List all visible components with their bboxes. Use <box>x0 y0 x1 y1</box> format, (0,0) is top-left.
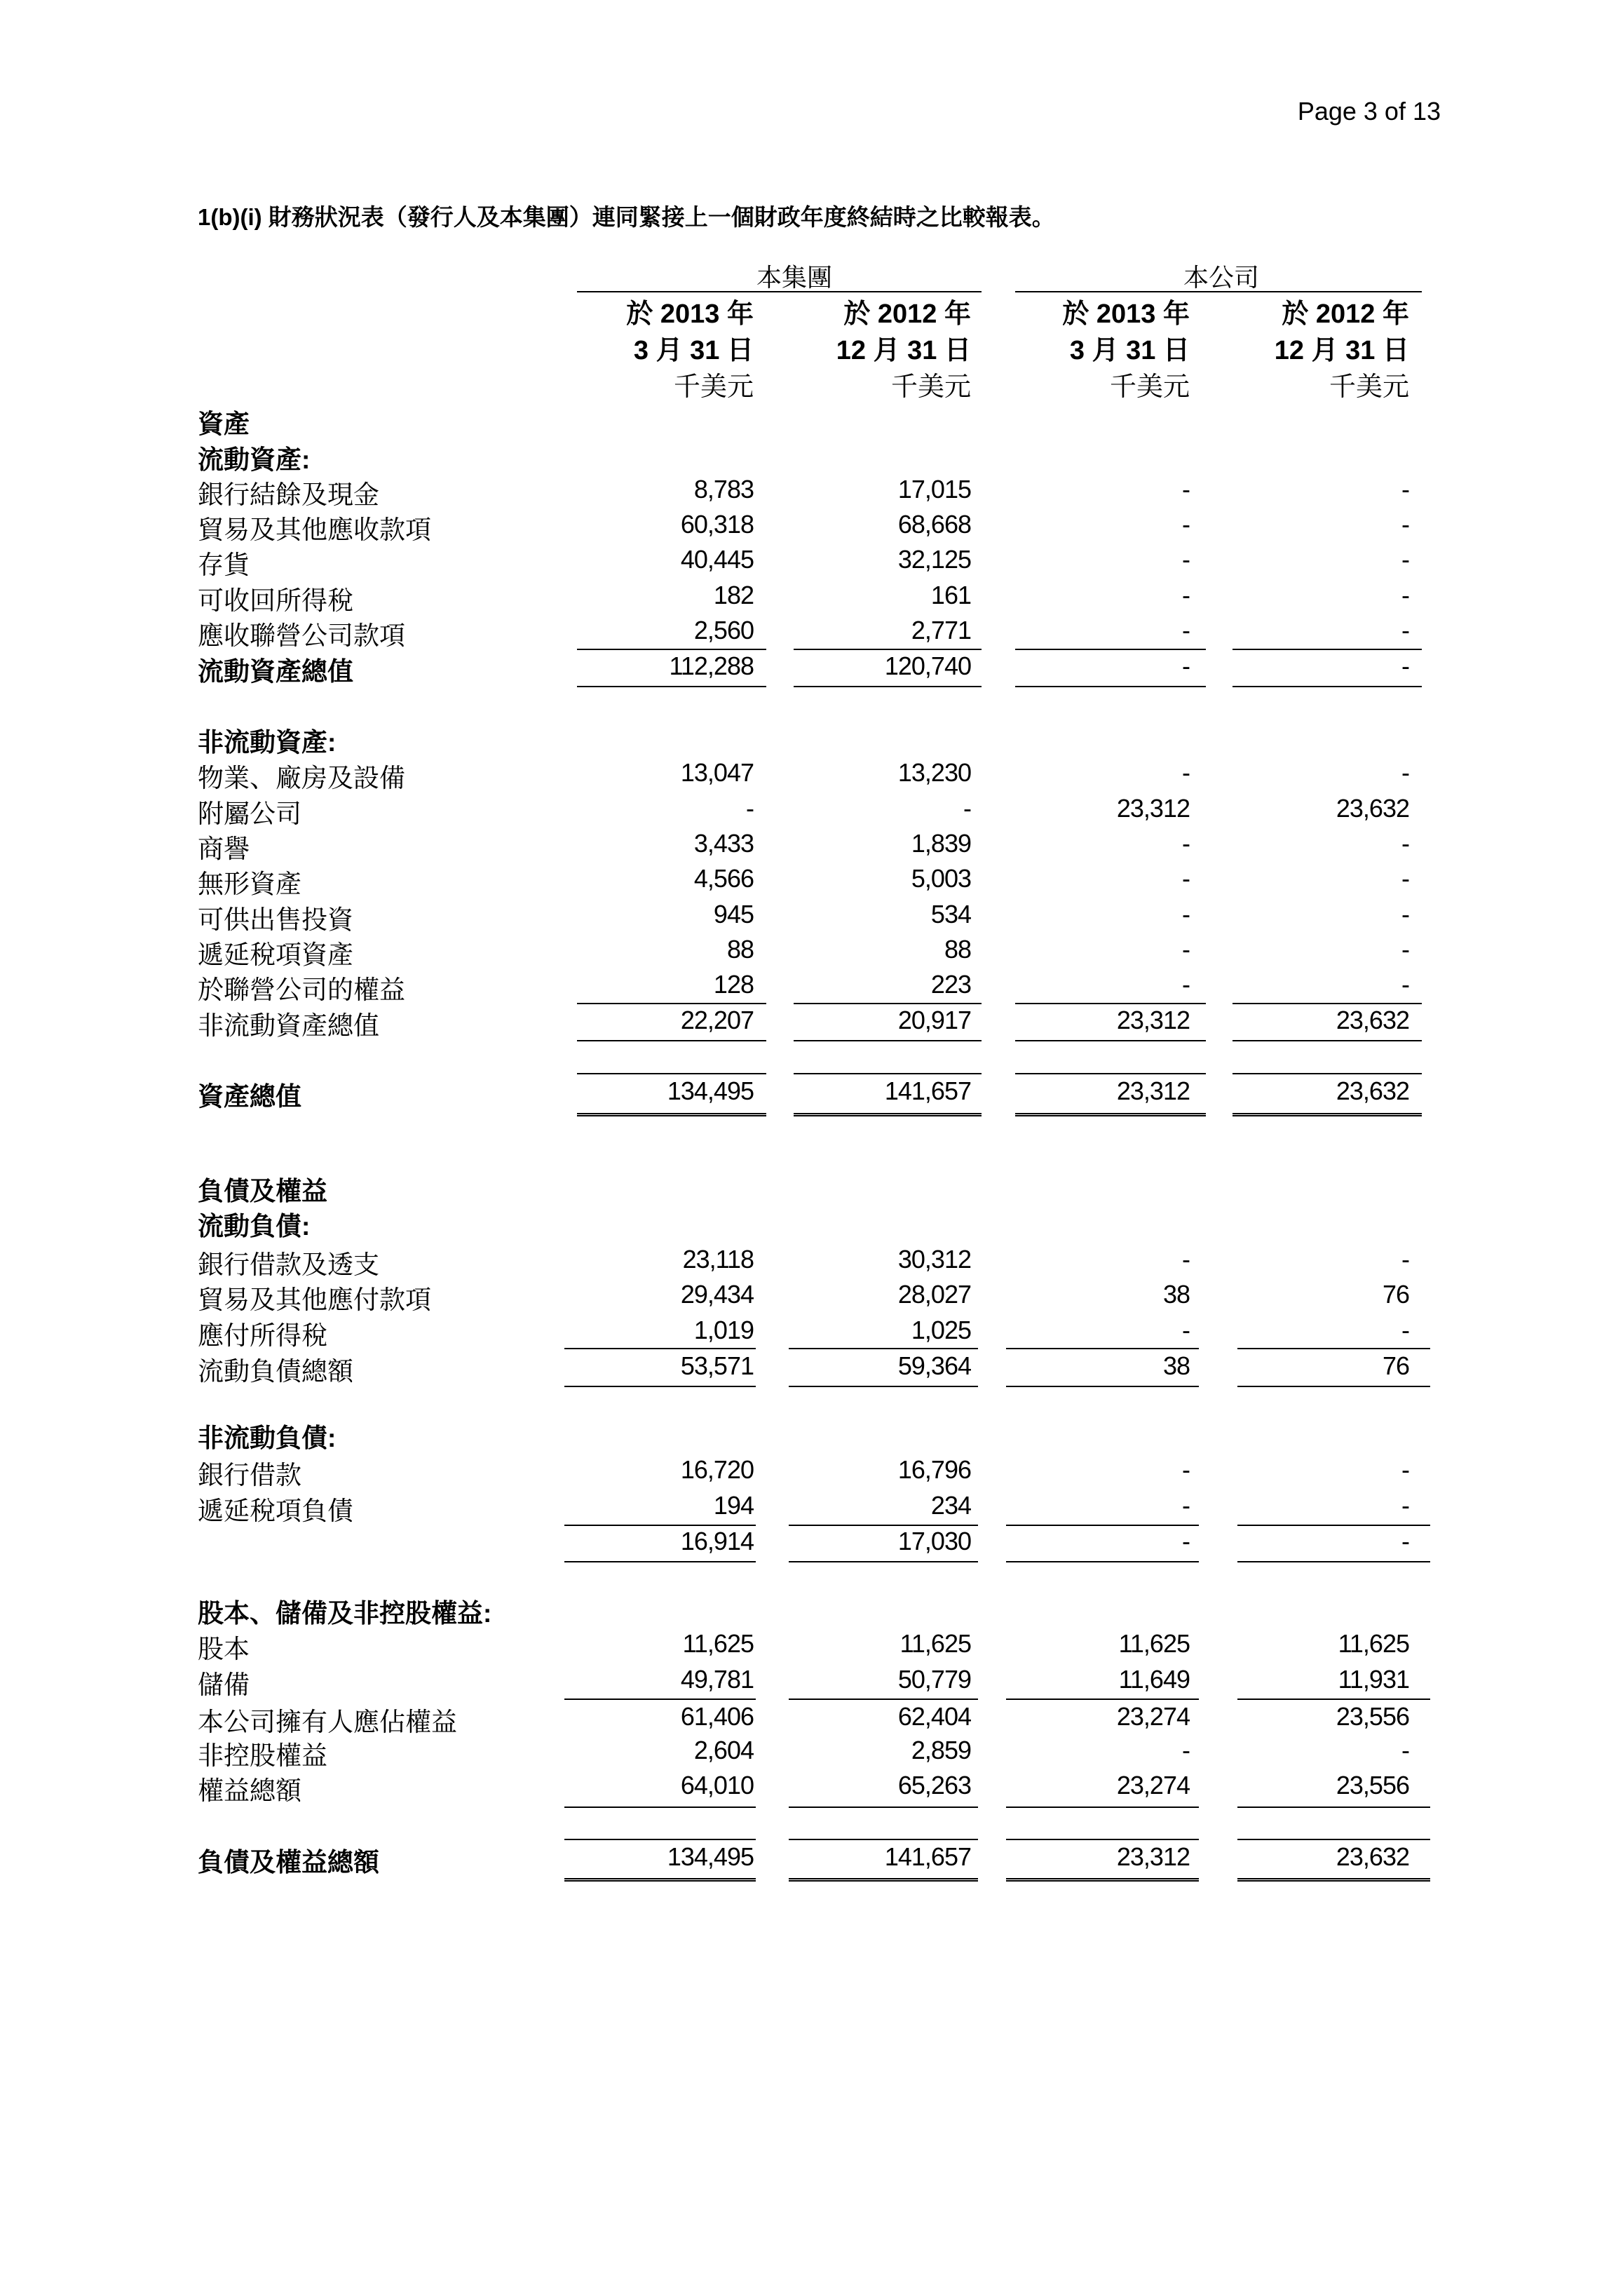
row-label: 應付所得稅 <box>198 1321 327 1350</box>
table-cell: 141,657 <box>884 1076 971 1105</box>
total-rule <box>789 1561 978 1562</box>
table-cell: - <box>746 794 754 823</box>
subtotal-rule <box>564 1699 756 1700</box>
row-label: 存貨 <box>198 551 250 579</box>
subtotal-rule <box>1232 1073 1422 1074</box>
table-cell: 11,931 <box>1338 1665 1409 1694</box>
column-header-2-year: 於 2012 年 <box>843 299 971 329</box>
column-header-3-unit: 千美元 <box>1109 372 1190 402</box>
total-rule <box>1006 1561 1199 1562</box>
table-cell: 223 <box>930 970 971 999</box>
row-label: 股本 <box>198 1635 250 1663</box>
subtotal-rule <box>1237 1839 1430 1840</box>
table-cell: 11,649 <box>1118 1665 1190 1694</box>
column-header-2-date: 12 月 31 日 <box>836 336 971 365</box>
table-cell: 76 <box>1382 1351 1409 1380</box>
table-cell: 2,771 <box>911 616 971 644</box>
table-cell: - <box>1182 651 1190 680</box>
subtotal-rule <box>789 1525 978 1526</box>
table-cell: 29,434 <box>680 1280 754 1309</box>
subtotal-rule <box>564 1839 756 1840</box>
row-label: 銀行借款 <box>198 1461 301 1490</box>
subtotal-rule <box>789 1839 978 1840</box>
table-cell: 38 <box>1162 1280 1190 1309</box>
table-cell: - <box>1182 1491 1190 1520</box>
table-cell: 4,566 <box>693 864 754 893</box>
table-cell: 13,047 <box>680 758 754 787</box>
row-label: 可供出售投資 <box>198 905 353 934</box>
table-cell: 16,796 <box>897 1455 971 1484</box>
section-assets: 資產 <box>198 410 250 438</box>
table-cell: - <box>1401 651 1409 680</box>
total-rule <box>794 686 982 687</box>
table-cell: 23,118 <box>682 1245 754 1274</box>
grand-total-rule <box>577 1113 766 1119</box>
table-cell: - <box>1401 935 1409 964</box>
table-cell: 945 <box>713 900 754 928</box>
subtotal-rule <box>577 649 766 650</box>
table-cell: - <box>1182 935 1190 964</box>
row-label: 附屬公司 <box>198 799 301 828</box>
subtotal-rule <box>1237 1348 1430 1349</box>
table-cell: 22,207 <box>680 1006 754 1034</box>
table-cell: - <box>1401 1316 1409 1344</box>
table-cell: 23,632 <box>1336 794 1409 823</box>
table-cell: 50,779 <box>897 1665 971 1694</box>
subtotal-rule <box>1232 1003 1422 1004</box>
row-label: 本公司擁有人應佔權益 <box>198 1708 457 1736</box>
table-cell: 23,632 <box>1336 1006 1409 1034</box>
row-label: 可收回所得稅 <box>198 586 353 615</box>
table-cell: - <box>1401 616 1409 644</box>
table-cell: - <box>1182 829 1190 858</box>
table-cell: 16,720 <box>680 1455 754 1484</box>
column-header-2 <box>836 296 971 405</box>
table-cell: - <box>1182 758 1190 787</box>
row-label: 權益總額 <box>198 1776 301 1805</box>
table-cell: 88 <box>944 935 971 964</box>
column-header-4 <box>1275 296 1409 405</box>
column-header-3 <box>1062 296 1190 405</box>
row-label: 資產總值 <box>198 1082 301 1111</box>
table-cell: - <box>1401 829 1409 858</box>
table-cell: 88 <box>726 935 754 964</box>
row-label: 貿易及其他應付款項 <box>198 1285 431 1314</box>
table-cell: - <box>1182 900 1190 928</box>
row-label: 儲備 <box>198 1670 250 1699</box>
row-label: 銀行借款及透支 <box>198 1250 379 1279</box>
table-cell: 49,781 <box>680 1665 754 1694</box>
table-cell: 23,274 <box>1116 1771 1190 1799</box>
table-cell: - <box>1182 510 1190 539</box>
table-cell: 5,003 <box>911 864 971 893</box>
column-header-3-date: 3 月 31 日 <box>1069 336 1190 365</box>
subtotal-rule <box>1015 1003 1206 1004</box>
table-cell: 11,625 <box>1338 1629 1409 1658</box>
page-number: Page 3 of 13 <box>1297 97 1441 126</box>
table-cell: 23,556 <box>1336 1771 1409 1799</box>
table-cell: 16,914 <box>680 1527 754 1555</box>
total-rule <box>1237 1561 1430 1562</box>
table-cell: - <box>1182 545 1190 574</box>
subtotal-rule <box>1237 1525 1430 1526</box>
subtotal-rule <box>794 649 982 650</box>
grand-total-rule <box>1006 1878 1199 1884</box>
row-label: 貿易及其他應收款項 <box>198 515 431 544</box>
table-cell: - <box>1182 1245 1190 1274</box>
table-cell: 17,015 <box>897 475 971 504</box>
table-cell: - <box>963 794 971 823</box>
table-cell: 23,274 <box>1116 1702 1190 1731</box>
subtotal-rule <box>1006 1525 1199 1526</box>
table-cell: - <box>1401 1527 1409 1555</box>
table-cell: 1,839 <box>911 829 971 858</box>
table-cell: - <box>1401 900 1409 928</box>
table-cell: 234 <box>930 1491 971 1520</box>
table-cell: 53,571 <box>680 1351 754 1380</box>
table-cell: - <box>1182 1527 1190 1555</box>
table-cell: - <box>1182 1736 1190 1764</box>
table-cell: 11,625 <box>1118 1629 1190 1658</box>
table-cell: - <box>1401 970 1409 999</box>
subtotal-rule <box>577 1073 766 1074</box>
table-cell: 112,288 <box>669 651 754 680</box>
table-cell: 65,263 <box>897 1771 971 1799</box>
subtotal-rule <box>789 1699 978 1700</box>
table-cell: 534 <box>930 900 971 928</box>
total-rule <box>1232 686 1422 687</box>
table-cell: 23,632 <box>1336 1842 1409 1871</box>
table-cell: - <box>1182 970 1190 999</box>
table-cell: - <box>1401 758 1409 787</box>
table-cell: - <box>1401 545 1409 574</box>
grand-total-rule <box>789 1878 978 1884</box>
table-cell: 59,364 <box>897 1351 971 1380</box>
column-header-1 <box>626 296 754 405</box>
table-cell: 134,495 <box>667 1076 754 1105</box>
page-heading: 1(b)(i) 財務狀況表（發行人及本集團）連同緊接上一個財政年度終結時之比較報表。 <box>198 204 1055 230</box>
total-rule <box>1232 1040 1422 1041</box>
subtotal-rule <box>1237 1699 1430 1700</box>
total-rule <box>564 1386 756 1387</box>
group-underline-group <box>577 291 982 292</box>
subtotal-rule <box>564 1348 756 1349</box>
table-cell: - <box>1401 1736 1409 1764</box>
table-cell: 23,556 <box>1336 1702 1409 1731</box>
table-cell: - <box>1401 1455 1409 1484</box>
table-cell: 182 <box>713 581 754 609</box>
subtotal-rule <box>577 1003 766 1004</box>
total-rule <box>564 1561 756 1562</box>
subtotal-rule <box>1006 1807 1199 1808</box>
subtotal-rule <box>1006 1839 1199 1840</box>
section-non-current-liabilities: 非流動負債: <box>198 1424 337 1452</box>
table-cell: 23,632 <box>1336 1076 1409 1105</box>
table-cell: 23,312 <box>1116 794 1190 823</box>
grand-total-rule <box>1015 1113 1206 1119</box>
table-cell: 2,859 <box>911 1736 971 1764</box>
column-header-3-year: 於 2013 年 <box>1062 299 1190 329</box>
row-label: 非控股權益 <box>198 1741 327 1770</box>
table-cell: 134,495 <box>667 1842 754 1871</box>
table-cell: 23,312 <box>1116 1842 1190 1871</box>
table-cell: 62,404 <box>897 1702 971 1731</box>
section-capital-reserves: 股本、儲備及非控股權益: <box>198 1599 492 1628</box>
row-label: 銀行結餘及現金 <box>198 480 379 509</box>
table-cell: 17,030 <box>897 1527 971 1555</box>
row-label: 商譽 <box>198 835 250 863</box>
table-cell: - <box>1182 475 1190 504</box>
column-header-1-year: 於 2013 年 <box>626 299 754 329</box>
table-cell: 13,230 <box>897 758 971 787</box>
row-label: 流動資產總值 <box>198 657 353 686</box>
row-label: 應收聯營公司款項 <box>198 621 405 650</box>
column-header-2-unit: 千美元 <box>890 372 971 402</box>
subtotal-rule <box>1015 1073 1206 1074</box>
row-label: 遞延稅項負債 <box>198 1497 353 1525</box>
group-header-company: 本公司 <box>1183 263 1259 292</box>
table-cell: 28,027 <box>897 1280 971 1309</box>
subtotal-rule <box>1237 1807 1430 1808</box>
row-label: 無形資產 <box>198 870 301 898</box>
table-cell: - <box>1401 581 1409 609</box>
table-cell: 38 <box>1162 1351 1190 1380</box>
table-cell: 161 <box>930 581 971 609</box>
row-label: 流動負債總額 <box>198 1357 353 1386</box>
table-cell: 61,406 <box>680 1702 754 1731</box>
row-label: 非流動資產總值 <box>198 1011 379 1040</box>
table-cell: 64,010 <box>680 1771 754 1799</box>
table-cell: 68,668 <box>897 510 971 539</box>
table-cell: 2,560 <box>693 616 754 644</box>
row-label: 負債及權益總額 <box>198 1848 379 1877</box>
subtotal-rule <box>1232 649 1422 650</box>
group-header-group: 本集團 <box>756 263 832 292</box>
total-rule <box>1006 1386 1199 1387</box>
table-cell: 20,917 <box>897 1006 971 1034</box>
group-underline-company <box>1015 291 1422 292</box>
subtotal-rule <box>564 1525 756 1526</box>
table-cell: - <box>1401 864 1409 893</box>
table-cell: 1,025 <box>911 1316 971 1344</box>
table-cell: 128 <box>713 970 754 999</box>
section-liabilities-equity: 負債及權益 <box>198 1177 327 1206</box>
table-cell: - <box>1182 864 1190 893</box>
table-cell: - <box>1401 510 1409 539</box>
table-cell: - <box>1182 616 1190 644</box>
subtotal-rule <box>789 1348 978 1349</box>
subtotal-rule <box>1015 649 1206 650</box>
subtotal-rule <box>564 1807 756 1808</box>
row-label: 遞延稅項資產 <box>198 940 353 969</box>
table-cell: - <box>1401 1245 1409 1274</box>
column-header-4-year: 於 2012 年 <box>1282 299 1409 329</box>
column-header-4-unit: 千美元 <box>1329 372 1409 402</box>
table-cell: 120,740 <box>884 651 971 680</box>
table-cell: 23,312 <box>1116 1006 1190 1034</box>
total-rule <box>577 686 766 687</box>
table-cell: 40,445 <box>680 545 754 574</box>
section-non-current-assets: 非流動資產: <box>198 728 337 757</box>
table-cell: 141,657 <box>884 1842 971 1871</box>
column-header-1-date: 3 月 31 日 <box>633 336 754 365</box>
table-cell: 1,019 <box>693 1316 754 1344</box>
grand-total-rule <box>1232 1113 1422 1119</box>
table-cell: - <box>1182 1455 1190 1484</box>
table-cell: 23,312 <box>1116 1076 1190 1105</box>
table-cell: 76 <box>1382 1280 1409 1309</box>
table-cell: 60,318 <box>680 510 754 539</box>
section-current-assets: 流動資產: <box>198 445 311 474</box>
subtotal-rule <box>794 1003 982 1004</box>
total-rule <box>1237 1386 1430 1387</box>
total-rule <box>577 1040 766 1041</box>
column-header-4-date: 12 月 31 日 <box>1274 336 1409 365</box>
subtotal-rule <box>789 1807 978 1808</box>
grand-total-rule <box>1237 1878 1430 1884</box>
table-cell: 2,604 <box>693 1736 754 1764</box>
table-cell: 11,625 <box>682 1629 754 1658</box>
table-cell: - <box>1401 475 1409 504</box>
subtotal-rule <box>794 1073 982 1074</box>
table-cell: 32,125 <box>897 545 971 574</box>
table-cell: 3,433 <box>693 829 754 858</box>
table-cell: 194 <box>713 1491 754 1520</box>
total-rule <box>789 1386 978 1387</box>
total-rule <box>794 1040 982 1041</box>
table-cell: 11,625 <box>899 1629 971 1658</box>
subtotal-rule <box>1006 1348 1199 1349</box>
table-cell: 30,312 <box>897 1245 971 1274</box>
table-cell: 8,783 <box>693 475 754 504</box>
grand-total-rule <box>794 1113 982 1119</box>
table-cell: - <box>1182 581 1190 609</box>
total-rule <box>1015 686 1206 687</box>
subtotal-rule <box>1006 1699 1199 1700</box>
column-header-1-unit: 千美元 <box>673 372 754 402</box>
row-label: 於聯營公司的權益 <box>198 975 405 1004</box>
table-cell: - <box>1401 1491 1409 1520</box>
table-cell: - <box>1182 1316 1190 1344</box>
total-rule <box>1015 1040 1206 1041</box>
grand-total-rule <box>564 1878 756 1884</box>
section-current-liabilities: 流動負債: <box>198 1212 311 1241</box>
row-label: 物業、廠房及設備 <box>198 764 405 792</box>
